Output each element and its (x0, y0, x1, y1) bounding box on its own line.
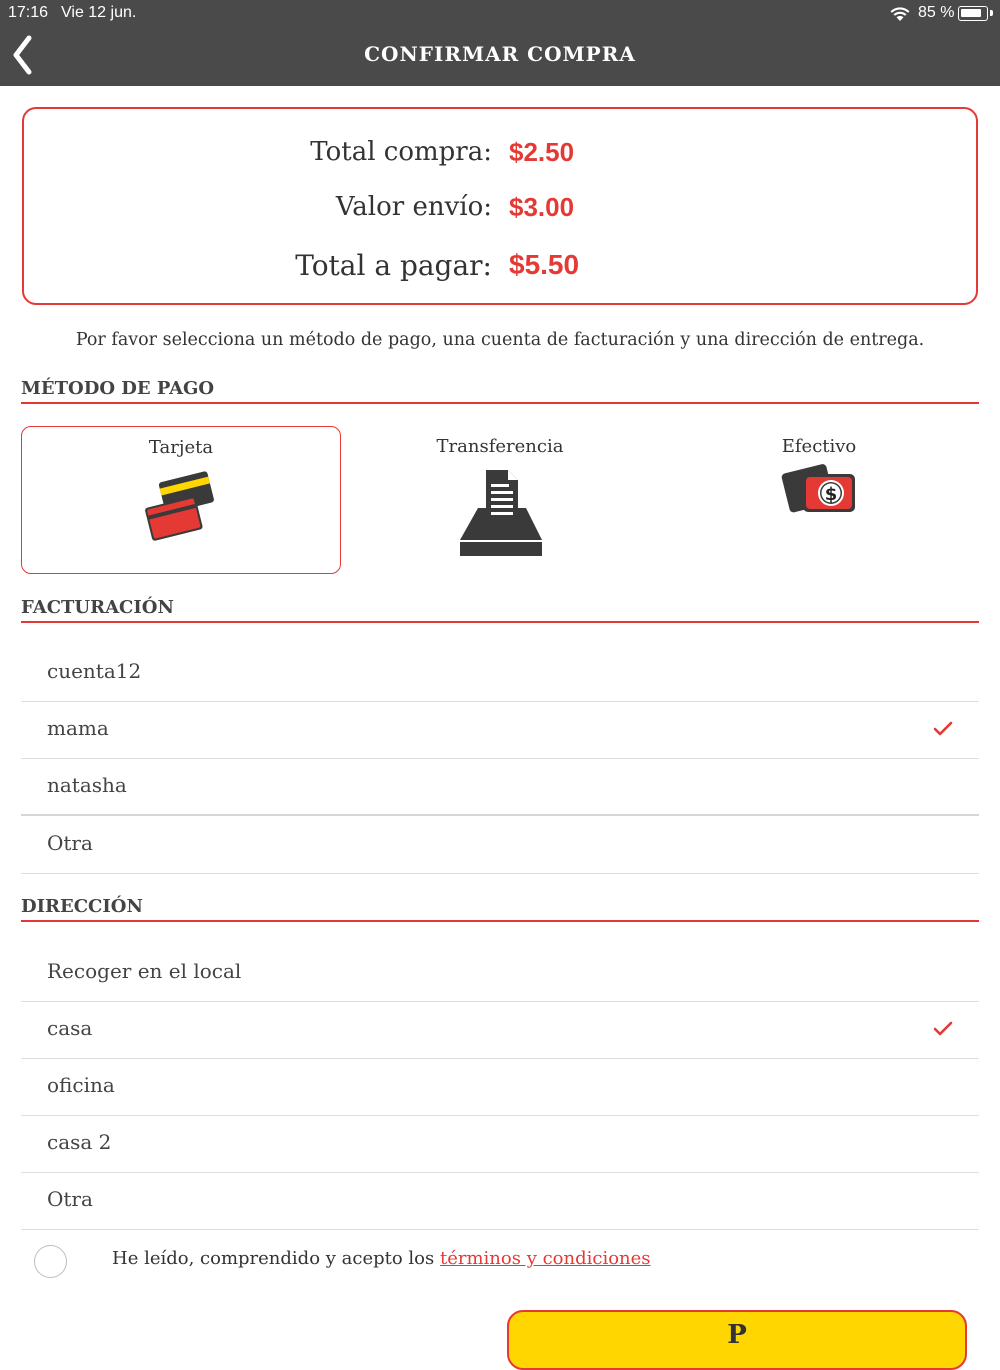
payment-option-tarjeta[interactable] (21, 426, 341, 574)
payment-option-transferencia[interactable] (340, 426, 660, 574)
battery-level (961, 9, 981, 17)
list-item-label: Otra (47, 1187, 93, 1211)
address-item-casa[interactable] (21, 1002, 979, 1059)
total-pagar-value: $5.50 (509, 249, 580, 280)
billing-item-cuenta12[interactable] (21, 645, 979, 702)
billing-item-otra[interactable] (21, 817, 979, 874)
billing-item-mama[interactable] (21, 702, 979, 759)
total-pagar-label: Total a pagar: (295, 249, 492, 282)
instructions-text: Por favor selecciona un método de pago, una cuenta de facturación y una dirección de entrega. (75, 330, 925, 350)
credit-cards-icon (140, 467, 220, 547)
list-item-label: natasha (47, 773, 127, 797)
payment-option-label: Tarjeta (148, 437, 214, 458)
terms-link[interactable]: términos y condiciones (439, 1248, 651, 1269)
wifi-icon (889, 6, 911, 22)
list-item-label: Otra (47, 831, 93, 855)
terms-row (0, 1240, 1000, 1280)
status-bar (0, 0, 1000, 28)
list-item-label: oficina (47, 1073, 115, 1097)
list-item-label: Recoger en el local (47, 959, 242, 983)
total-compra-label: Total compra: (310, 137, 492, 167)
address-item-oficina[interactable] (21, 1059, 979, 1116)
document-tray-icon (458, 468, 544, 558)
section-title-payment: MÉTODO DE PAGO (21, 378, 979, 404)
terms-radio[interactable] (34, 1245, 67, 1278)
section-title-address: DIRECCIÓN (21, 896, 979, 922)
payment-option-efectivo[interactable] (659, 426, 979, 574)
checkmark-icon (933, 720, 953, 738)
svg-text:$: $ (824, 484, 838, 505)
pay-button-label: P (727, 1320, 747, 1350)
status-time: 17:16 (8, 4, 49, 21)
status-date: Vie 12 jun. (61, 4, 137, 21)
list-item-label: mama (47, 716, 109, 740)
pay-button[interactable] (507, 1310, 967, 1370)
battery-percent: 85 % (918, 4, 955, 21)
section-title-billing: FACTURACIÓN (21, 597, 979, 623)
terms-text (112, 1248, 651, 1269)
total-compra-value: $2.50 (509, 137, 575, 167)
checkmark-icon (933, 1020, 953, 1038)
address-item-casa-2[interactable] (21, 1116, 979, 1173)
cash-icon (781, 458, 859, 520)
nav-bar (0, 28, 1000, 86)
page-title: CONFIRMAR COMPRA (364, 42, 636, 66)
address-item-otra[interactable] (21, 1173, 979, 1230)
battery-tip (990, 10, 993, 16)
list-item-label: casa 2 (47, 1130, 112, 1154)
battery-icon (958, 6, 988, 21)
payment-option-label: Transferencia (436, 436, 564, 457)
list-item-label: casa (47, 1016, 93, 1040)
valor-envio-label: Valor envío: (335, 192, 492, 222)
payment-option-label: Efectivo (781, 436, 857, 457)
terms-text-prefix: He leído, comprendido y acepto los (112, 1248, 440, 1269)
valor-envio-value: $3.00 (509, 192, 575, 222)
address-item-recoger[interactable] (21, 945, 979, 1002)
billing-item-natasha[interactable] (21, 759, 979, 816)
list-item-label: cuenta12 (47, 659, 142, 683)
order-summary (22, 107, 978, 305)
